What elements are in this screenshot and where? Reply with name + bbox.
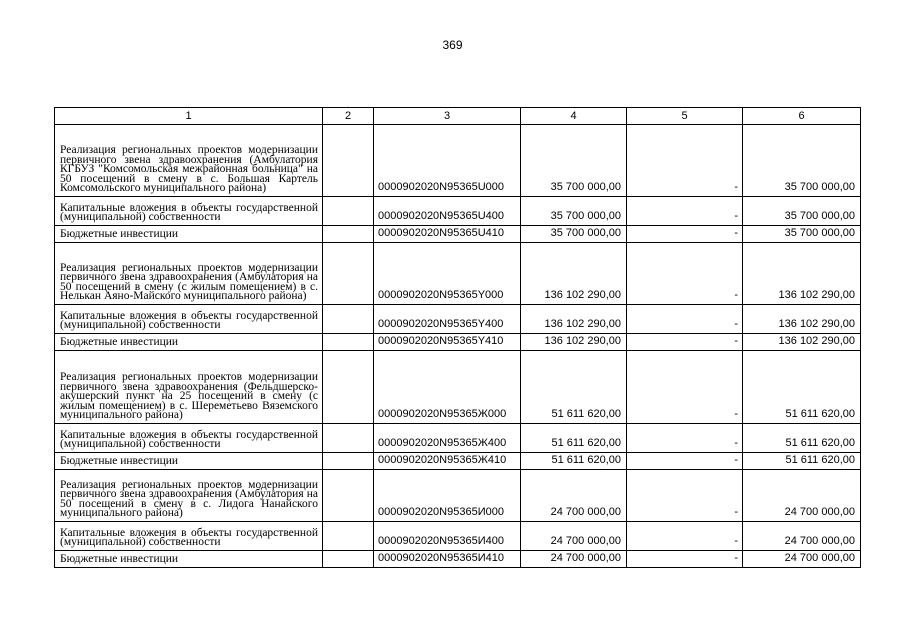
table-row <box>55 243 861 305</box>
row-col6: 24 700 000,00 <box>743 522 861 551</box>
table-row <box>55 522 861 551</box>
row-col5: - <box>627 424 743 453</box>
row-col6: 35 700 000,00 <box>743 197 861 226</box>
row-col6: 136 102 290,00 <box>743 305 861 334</box>
budget-table <box>54 107 861 568</box>
row-col2 <box>323 243 374 305</box>
row-col4: 51 611 620,00 <box>521 351 627 424</box>
row-col2 <box>323 453 374 470</box>
row-code: 0000902020N95365Y000 <box>374 243 521 305</box>
row-name: Реализация региональных проектов модернизации первичного звена здравоохранения (Амбулатория на 50 посещений в смену в с. Лидога Нанайского муниципального района) <box>55 470 323 522</box>
row-col4: 35 700 000,00 <box>521 197 627 226</box>
row-code: 0000902020N95365Ж400 <box>374 424 521 453</box>
row-col2 <box>323 197 374 226</box>
row-name: Реализация региональных проектов модернизации первичного звена здравоохранения (Амбулатория на 50 посещений в смену (с жилым помещением) в с. Нелькан Аяно-Майского муниципального района) <box>55 243 323 305</box>
table-row <box>55 125 861 197</box>
row-col6: 51 611 620,00 <box>743 424 861 453</box>
row-name: Бюджетные инвестиции <box>55 334 323 351</box>
row-col6: 35 700 000,00 <box>743 125 861 197</box>
row-col4: 136 102 290,00 <box>521 305 627 334</box>
row-col2 <box>323 305 374 334</box>
row-col2 <box>323 351 374 424</box>
row-col5: - <box>627 522 743 551</box>
table-row <box>55 197 861 226</box>
row-code: 0000902020N95365И400 <box>374 522 521 551</box>
row-col4: 136 102 290,00 <box>521 334 627 351</box>
row-col6: 24 700 000,00 <box>743 470 861 522</box>
row-name: Реализация региональных проектов модернизации первичного звена здравоохранения (Фельдшерско-акушерский пункт на 25 посещений в смену (с жилым помещением) в с. Шереметьево Вяземского муниципального района) <box>55 351 323 424</box>
row-code: 0000902020N95365И410 <box>374 551 521 568</box>
row-col5: - <box>627 305 743 334</box>
row-col2 <box>323 470 374 522</box>
row-code: 0000902020N95365U000 <box>374 125 521 197</box>
row-col6: 136 102 290,00 <box>743 243 861 305</box>
row-name: Капитальные вложения в объекты государственной (муниципальной) собственности <box>55 424 323 453</box>
page-number: 369 <box>442 38 463 52</box>
row-col5: - <box>627 197 743 226</box>
row-col6: 24 700 000,00 <box>743 551 861 568</box>
row-col2 <box>323 334 374 351</box>
row-col4: 51 611 620,00 <box>521 424 627 453</box>
column-header: 4 <box>521 108 627 125</box>
row-name: Капитальные вложения в объекты государственной (муниципальной) собственности <box>55 197 323 226</box>
row-name: Бюджетные инвестиции <box>55 453 323 470</box>
row-col5: - <box>627 125 743 197</box>
table-row <box>55 226 861 243</box>
row-col2 <box>323 424 374 453</box>
row-col4: 24 700 000,00 <box>521 522 627 551</box>
column-header: 3 <box>374 108 521 125</box>
row-code: 0000902020N95365U400 <box>374 197 521 226</box>
row-col4: 35 700 000,00 <box>521 226 627 243</box>
table-row <box>55 551 861 568</box>
table-row <box>55 334 861 351</box>
row-code: 0000902020N95365U410 <box>374 226 521 243</box>
table-row <box>55 453 861 470</box>
table-row <box>55 351 861 424</box>
row-col4: 136 102 290,00 <box>521 243 627 305</box>
column-header: 2 <box>323 108 374 125</box>
row-col2 <box>323 522 374 551</box>
row-name: Бюджетные инвестиции <box>55 226 323 243</box>
row-col2 <box>323 551 374 568</box>
row-col2 <box>323 125 374 197</box>
row-col4: 35 700 000,00 <box>521 125 627 197</box>
row-col4: 51 611 620,00 <box>521 453 627 470</box>
row-col6: 51 611 620,00 <box>743 351 861 424</box>
column-header: 5 <box>627 108 743 125</box>
row-col4: 24 700 000,00 <box>521 551 627 568</box>
table-row <box>55 424 861 453</box>
row-code: 0000902020N95365Y400 <box>374 305 521 334</box>
row-col6: 51 611 620,00 <box>743 453 861 470</box>
table-row <box>55 305 861 334</box>
row-code: 0000902020N95365И000 <box>374 470 521 522</box>
row-col5: - <box>627 453 743 470</box>
row-col6: 35 700 000,00 <box>743 226 861 243</box>
row-code: 0000902020N95365Ж410 <box>374 453 521 470</box>
header-row <box>55 108 861 125</box>
row-col5: - <box>627 351 743 424</box>
row-name: Бюджетные инвестиции <box>55 551 323 568</box>
table-row <box>55 470 861 522</box>
column-header: 1 <box>55 108 323 125</box>
row-col2 <box>323 226 374 243</box>
row-col4: 24 700 000,00 <box>521 470 627 522</box>
row-col5: - <box>627 470 743 522</box>
row-name: Капитальные вложения в объекты государственной (муниципальной) собственности <box>55 305 323 334</box>
row-name: Реализация региональных проектов модернизации первичного звена здравоохранения (Амбулатория КГБУЗ "Комсомольская межрайонная больница" на 50 посещений в смену в с. Большая Картель Комсомольского муниципального района) <box>55 125 323 197</box>
row-code: 0000902020N95365Ж000 <box>374 351 521 424</box>
row-code: 0000902020N95365Y410 <box>374 334 521 351</box>
column-header: 6 <box>743 108 861 125</box>
row-col5: - <box>627 334 743 351</box>
row-col5: - <box>627 243 743 305</box>
row-col5: - <box>627 551 743 568</box>
row-col5: - <box>627 226 743 243</box>
row-col6: 136 102 290,00 <box>743 334 861 351</box>
row-name: Капитальные вложения в объекты государственной (муниципальной) собственности <box>55 522 323 551</box>
